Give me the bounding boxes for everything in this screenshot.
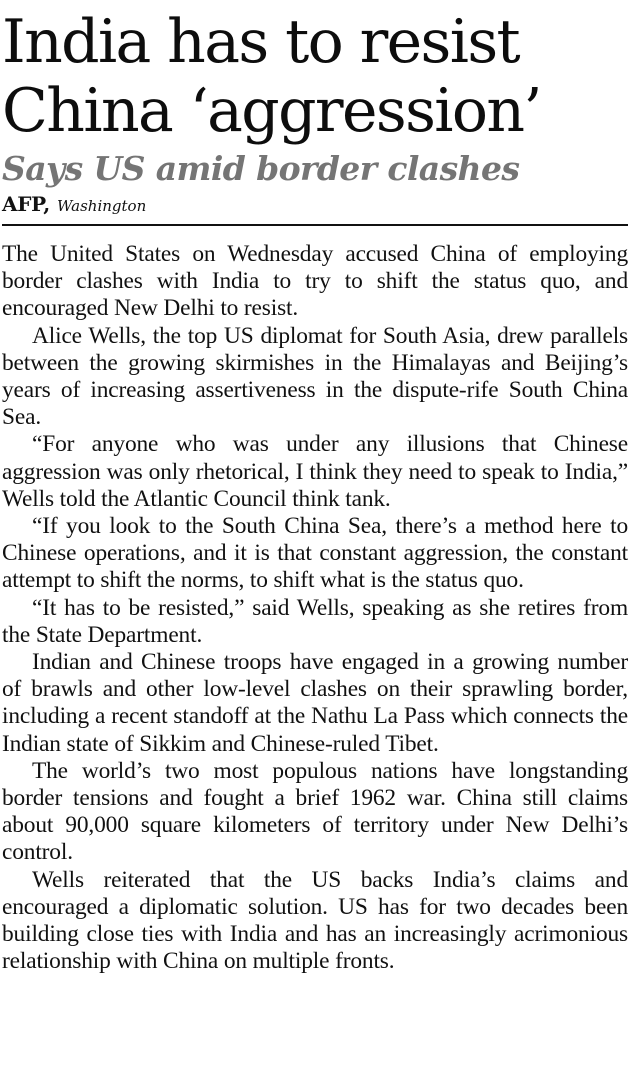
headline xyxy=(2,0,628,146)
body-paragraph-7: The world’s two most populous nations have longstanding border tensions and fought a brief 1962 war. China still claims about 90,000 square kilometers of territory under New Delhi’s control. xyxy=(2,757,628,866)
body-paragraph-3: “For anyone who was under any illusions that Chinese aggression was only rhetorical, I think they need to speak to India,” Wells told the Atlantic Council think tank. xyxy=(2,431,628,512)
body-paragraph-5: “It has to be resisted,” said Wells, speaking as she retires from the State Department. xyxy=(2,594,628,648)
headline-line-2: China ‘aggression’ xyxy=(2,76,541,146)
byline xyxy=(2,192,628,217)
body-paragraph-8: Wells reiterated that the US backs India’s claims and encouraged a diplomatic solution. US has for two decades been building close ties with India and has an increasingly acrimonious relationship with China on multiple fronts. xyxy=(2,866,628,975)
subheadline: Says US amid border clashes xyxy=(2,149,520,188)
article-body xyxy=(2,241,628,975)
body-paragraph-4: “If you look to the South China Sea, there’s a method here to Chinese operations, and it is that constant aggression, the constant attempt to shift the norms, to shift what is the status quo. xyxy=(2,513,628,594)
body-paragraph-6: Indian and Chinese troops have engaged in a growing number of brawls and other low-level clashes on their sprawling border, including a recent standoff at the Nathu La Pass which connects the Indian state of Sikkim and Chinese-ruled Tibet. xyxy=(2,649,628,757)
byline-agency: AFP, xyxy=(2,192,50,216)
body-paragraph-2: Alice Wells, the top US diplomat for South Asia, drew parallels between the growing skirmishes in the Himalayas and Beijing’s years of increasing assertiveness in the dispute-rife South China Sea. xyxy=(2,322,628,431)
body-paragraph-1: The United States on Wednesday accused China of employing border clashes with India to try to shift the status quo, and encouraged New Delhi to resist. xyxy=(2,241,628,322)
byline-dateline: Washington xyxy=(57,197,147,215)
headline-line-1: India has to resist xyxy=(2,7,520,77)
divider-rule xyxy=(2,224,628,226)
